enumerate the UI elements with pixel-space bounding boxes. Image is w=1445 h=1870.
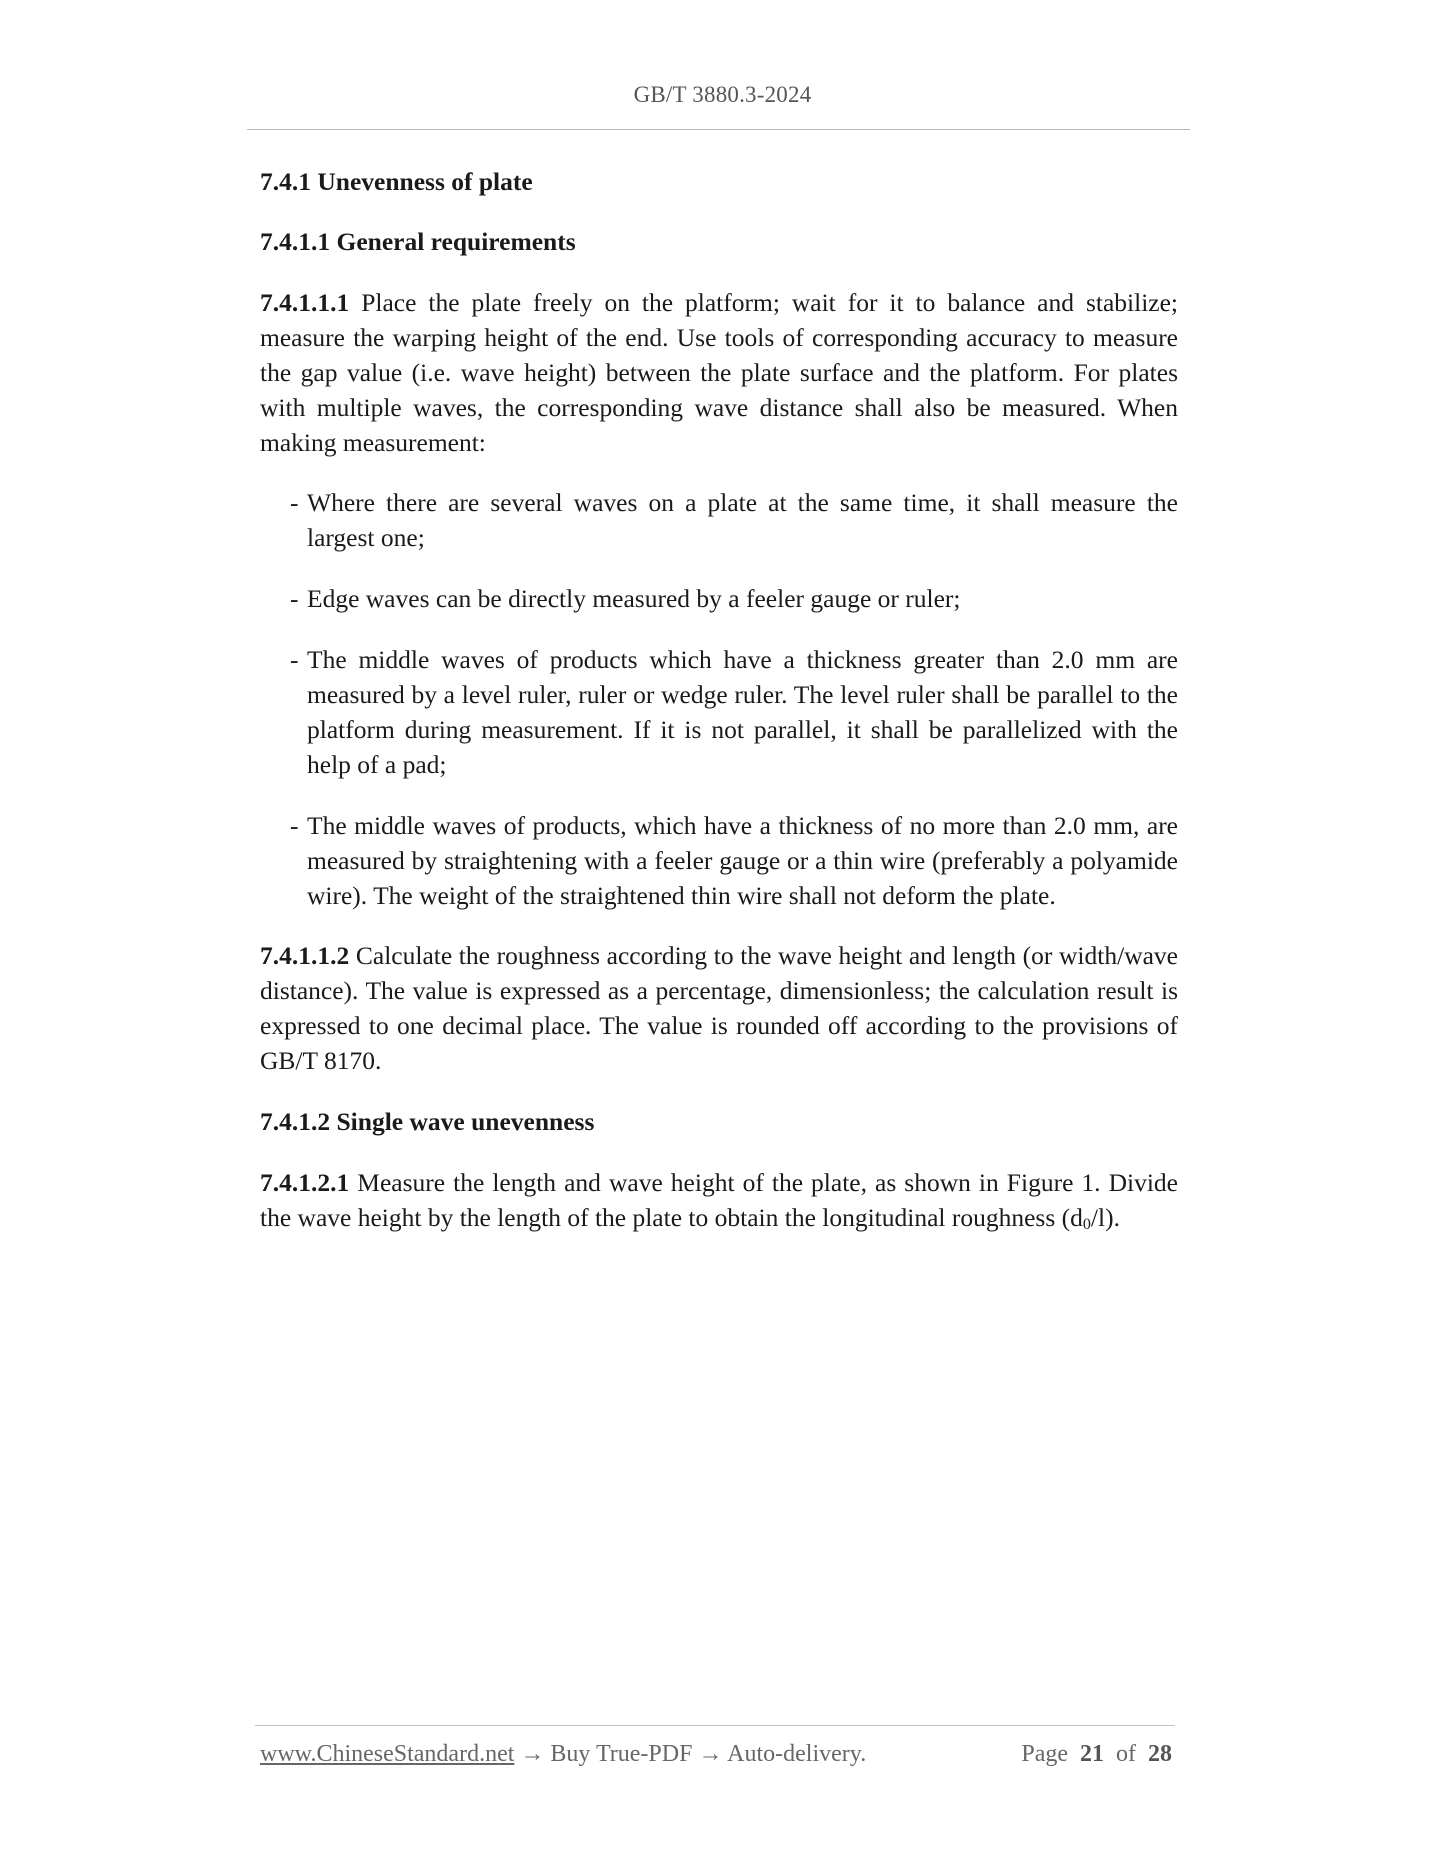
website-link[interactable]: www.ChineseStandard.net <box>260 1741 515 1767</box>
footer-promo <box>260 1741 866 1768</box>
arrow-right-icon: → <box>520 1741 545 1767</box>
list-item-text: The middle waves of products, which have a thickness of no more than 2.0 mm, are measured by straightening with a feeler gauge or a thin wire (preferably a polyamide wire). The weight of the straightened thin wire shall not deform the plate. <box>307 811 1178 910</box>
list-item <box>260 642 1178 782</box>
paragraph-text: Calculate the roughness according to the wave height and length (or width/wave distance). The value is expressed as a percentage, dimensionless; the calculation result is expressed to one decimal place. The value is rounded off according to the provisions of GB/T 8170. <box>260 941 1178 1075</box>
list-item <box>260 581 1178 616</box>
page-number <box>1021 1741 1172 1768</box>
paragraph-text-end: /l). <box>1090 1203 1120 1232</box>
list-item-text: Edge waves can be directly measured by a feeler gauge or ruler; <box>307 584 961 613</box>
paragraph-7-4-1-1-1 <box>260 285 1178 460</box>
clause-number: 7.4.1.1.1 <box>260 288 350 317</box>
bullet-dash: - <box>290 645 299 674</box>
list-item-text: Where there are several waves on a plate at the same time, it shall measure the largest one; <box>307 488 1178 552</box>
subscript-zero: 0 <box>1082 1216 1091 1233</box>
footer-divider <box>255 1725 1175 1726</box>
clause-number: 7.4.1.2.1 <box>260 1168 350 1197</box>
page-label: Page <box>1021 1741 1068 1767</box>
paragraph-7-4-1-1-2 <box>260 938 1178 1078</box>
paragraph-text: Place the plate freely on the platform; wait for it to balance and stabilize; measure the warping height of the end. Use tools of corresponding accuracy to measure the gap value (i.e. wave height) between the plate surface and the platform. For plates with multiple waves, the corresponding wave distance shall also be measured. When making measurement: <box>260 288 1178 457</box>
list-item-text: The middle waves of products which have a thickness greater than 2.0 mm are measured by a level ruler, ruler or wedge ruler. The level ruler shall be parallel to the platform during measurement. If it is not parallel, it shall be parallelized with the help of a pad; <box>307 645 1178 779</box>
paragraph-7-4-1-2-1 <box>260 1165 1178 1235</box>
header-divider <box>247 129 1190 130</box>
clause-number: 7.4.1.1.2 <box>260 941 350 970</box>
section-heading-7-4-1-2: 7.4.1.2 Single wave unevenness <box>260 1107 595 1136</box>
arrow-right-icon: → <box>698 1741 723 1767</box>
bullet-dash: - <box>290 584 299 613</box>
page-total: 28 <box>1148 1741 1172 1767</box>
bullet-dash: - <box>290 811 299 840</box>
of-label: of <box>1116 1741 1136 1767</box>
section-heading-7-4-1: 7.4.1 Unevenness of plate <box>260 167 533 196</box>
paragraph-text: Measure the length and wave height of the plate, as shown in Figure 1. Divide the wave height by the length of the plate to obtain the longitudinal roughness (d <box>260 1168 1178 1232</box>
section-heading-7-4-1-1: 7.4.1.1 General requirements <box>260 227 576 256</box>
buy-true-pdf-text: Buy True-PDF <box>550 1741 693 1767</box>
measurement-bullet-list <box>260 485 1178 913</box>
page-current: 21 <box>1080 1741 1104 1767</box>
auto-delivery-text: Auto-delivery. <box>727 1741 867 1767</box>
list-item <box>260 485 1178 555</box>
bullet-dash: - <box>290 488 299 517</box>
list-item <box>260 808 1178 913</box>
document-header-title: GB/T 3880.3-2024 <box>633 82 812 107</box>
document-body <box>260 158 1178 1235</box>
